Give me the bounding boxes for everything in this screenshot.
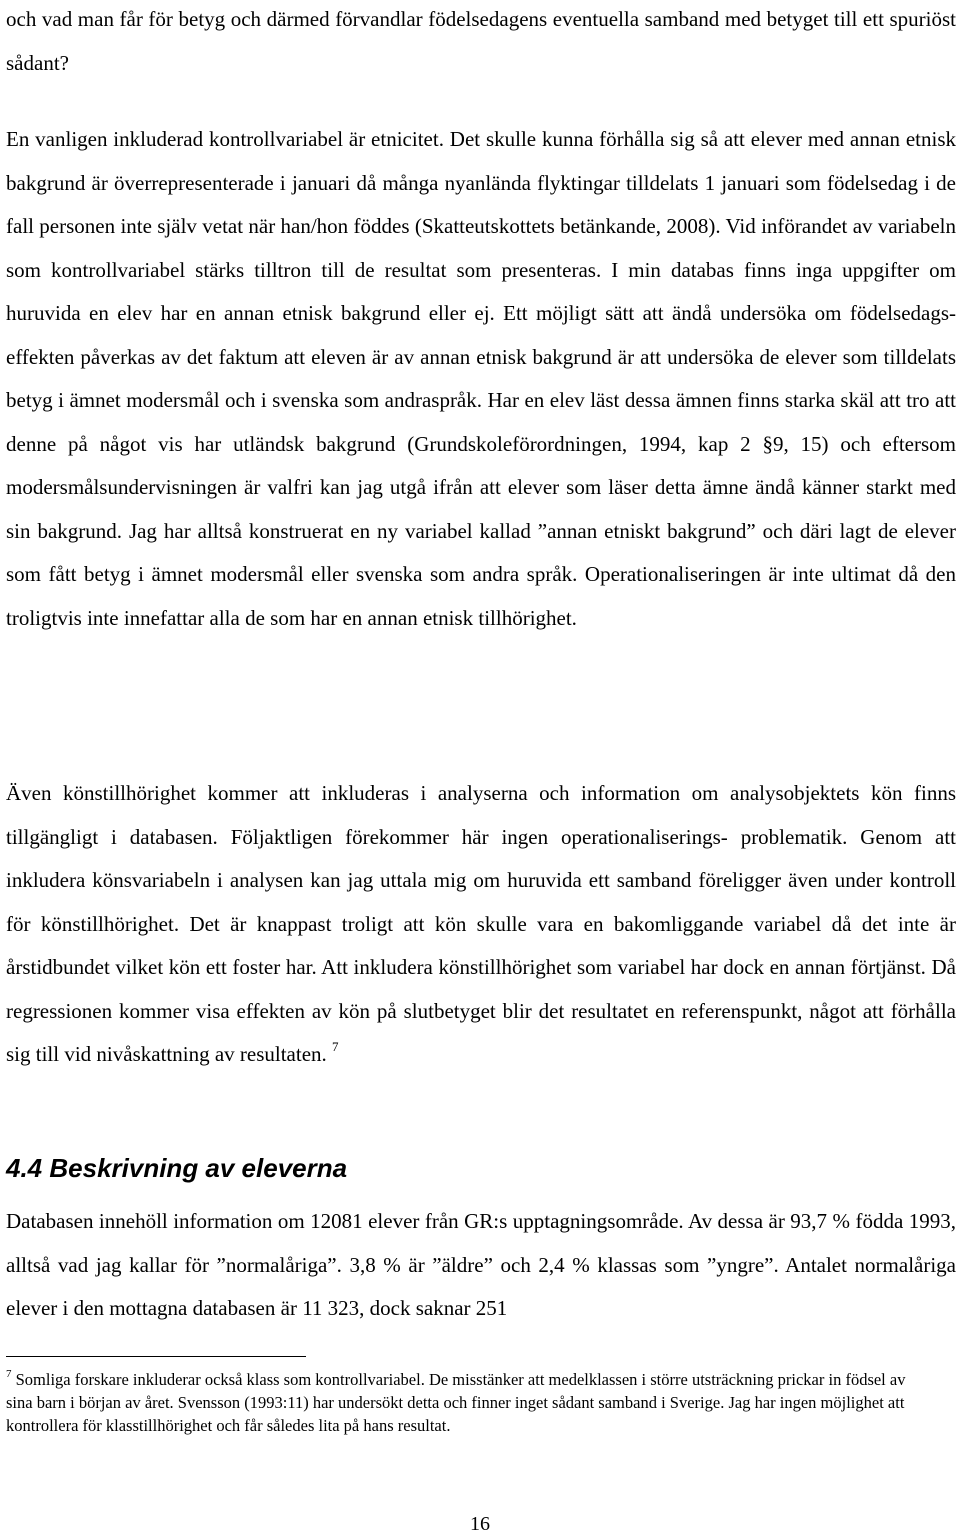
paragraph-ethnicity-text-a: En vanligen inkluderad kontrollvariabel är etnicitet. Det skulle kunna förhålla sig så att elever med annan etnisk bakgrund är överrepresenterade i januari då många nyanlända flyktingar tilldelats 1 januari som födelsedag i de fall personen inte själv vetat när han/hon föddes (Skatteutskottets betänkande, 2008). Vid införandet av variabeln som kontrollvariabel stärks tilltron till de resultat som presenteras. I min databas finns inga uppgifter om huruvida en elev har en annan etnisk bakgrund eller ej. Ett möjligt sätt att ändå undersöka om födelsedags- <box>6 127 956 325</box>
paragraph-ethnicity-text-b: effekten påverkas av det faktum att eleven är av annan etnisk bakgrund är att undersöka de elever som tilldelats betyg i ämnet modersmål och i svenska som andraspråk. Har en elev läst dessa ämnen finns starka skäl att tro att denne på något vis har utländsk bakgrund (Grundskoleförordningen, 1994, kap 2 §9, 15) och eftersom modersmålsundervisningen är valfri kan jag utgå ifrån att elever som läser detta ämne ändå känner starkt med sin bakgrund. Jag har alltså konstruerat en ny variabel kallad ”annan etniskt bakgrund” och däri lagt de elever som fått betyg i ämnet modersmål eller svenska som andra språk. Operationaliseringen är inte ultimat då den troligtvis inte innefattar alla de som har en annan etnisk tillhörighet. <box>6 344 956 630</box>
paragraph-gender-text-b: problematik. Genom att inkludera könsvariabeln i analysen kan jag uttala mig om huruvida ett samband föreligger även under kontroll för könstillhörighet. Det är knappast troligt att kön skulle vara en bakomliggande variabel då det inte är årstidbundet vilket kön ett foster har. Att inkludera könstillhörighet som variabel har dock en annan förtjänst. Då regressionen kommer visa effekten av kön på slutbetyget blir det resultatet en referenspunkt, något att förhålla sig till vid nivåskattning av resultaten. <box>6 824 956 1066</box>
footnote-marker: 7 <box>6 1368 12 1380</box>
paragraph-gender-text-a: Även könstillhörighet kommer att inkluderas i analyserna och information om analysobjektets kön finns tillgängligt i databasen. Följaktligen förekommer här ingen operationaliserings- <box>6 781 956 849</box>
paragraph-ethnicity <box>6 118 956 640</box>
footnote <box>6 1368 926 1437</box>
footnote-text: Somliga forskare inkluderar också klass som kontrollvariabel. De misstänker att medelklassen i större utsträckning prickar in födsel av sina barn i början av året. Svensson (1993:11) har undersökt detta och finner inget sådant samband i Sverige. Jag har ingen möjlighet att kontrollera för klasstillhörighet och får således lita på hans resultat. <box>6 1370 906 1435</box>
section-heading: 4.4 Beskrivning av eleverna <box>6 1153 348 1183</box>
paragraph-gender <box>6 772 956 1077</box>
footnote-reference[interactable]: 7 <box>332 1039 339 1054</box>
paragraph-spurious <box>6 0 956 85</box>
paragraph-database <box>6 1200 956 1331</box>
footnote-divider <box>6 1356 306 1357</box>
page-number: 16 <box>470 1513 490 1535</box>
paragraph-spurious-text: och vad man får för betyg och därmed förvandlar födelsedagens eventuella samband med betyget till ett spuriöst sådant? <box>6 7 956 75</box>
paragraph-database-text: Databasen innehöll information om 12081 elever från GR:s upptagningsområde. Av dessa är 93,7 % födda 1993, alltså vad jag kallar för ”normalåriga”. 3,8 % är ”äldre” och 2,4 % klassas som ”yngre”. Antalet normalåriga elever i den mottagna databasen är 11 323, dock saknar 251 <box>6 1209 956 1320</box>
